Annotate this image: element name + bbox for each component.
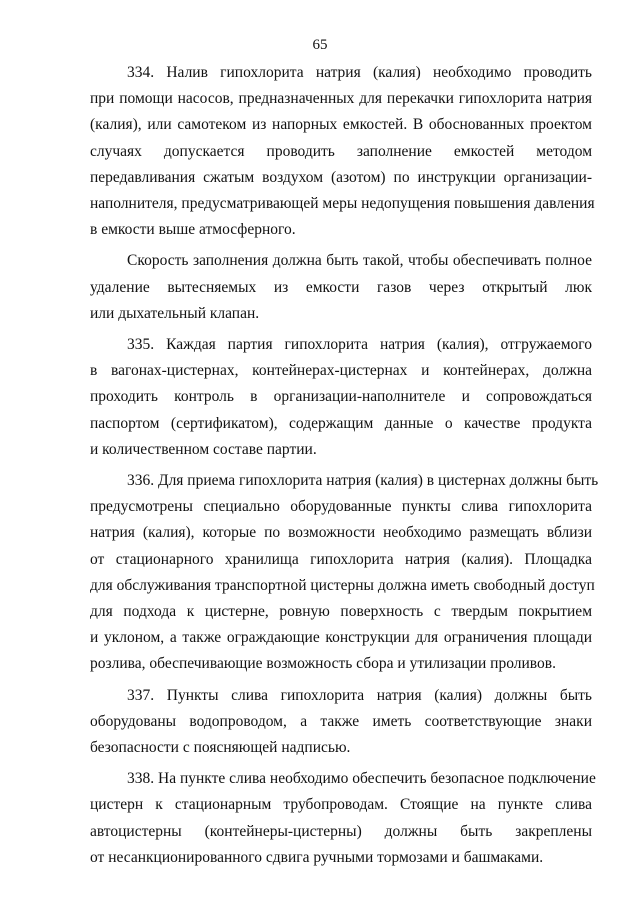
paragraph-337: [90, 683, 592, 762]
text-line: (калия), или самотеком из напорных емкостей. В обоснованных проектом: [90, 116, 592, 134]
text-line: 337. Пункты слива гипохлорита натрия (калия) должны быть: [127, 686, 592, 704]
text-line: Скорость заполнения должна быть такой, чтобы обеспечивать полное: [127, 252, 592, 270]
text-line: удаление вытесняемых из емкости газов через открытый люк: [90, 278, 592, 296]
text-line: розлива, обеспечивающие возможность сбора и утилизации проливов.: [90, 655, 556, 673]
text-line: натрия (калия), которые по возможности необходимо размещать вблизи: [90, 524, 592, 542]
text-line: для обслуживания транспортной цистерны должна иметь свободный доступ: [90, 576, 595, 594]
text-line: паспортом (сертификатом), содержащим данные о качестве продукта: [90, 414, 592, 432]
text-line: проходить контроль в организации-наполнителе и сопровождаться: [90, 388, 592, 406]
text-line: оборудованы водопроводом, а также иметь соответствующие знаки: [90, 712, 592, 730]
text-line: 334. Налив гипохлорита натрия (калия) необходимо проводить: [127, 64, 592, 81]
page-number: 65: [312, 37, 328, 53]
text-line: от стационарного хранилища гипохлорита натрия (калия). Площадка: [90, 550, 592, 568]
paragraph-338: [90, 766, 596, 871]
paragraph-334: [90, 60, 595, 243]
text-line: 335. Каждая партия гипохлорита натрия (калия), отгружаемого: [127, 336, 592, 354]
paragraph-336: [90, 468, 599, 678]
text-line: передавливания сжатым воздухом (азотом) по инструкции организации-: [90, 168, 592, 186]
paragraph-335: [90, 332, 592, 463]
text-line: при помощи насосов, предназначенных для перекачки гипохлорита натрия: [90, 90, 592, 108]
text-line: цистерн к стационарным трубопроводам. Стоящие на пункте слива: [90, 796, 592, 814]
text-line: в емкости выше атмосферного.: [90, 221, 296, 239]
text-line: и количественном составе партии.: [90, 440, 317, 458]
text-line: и уклоном, а также ограждающие конструкции для ограничения площади: [90, 629, 592, 647]
text-line: от несанкционированного сдвига ручными тормозами и башмаками.: [90, 848, 544, 866]
text-line: наполнителя, предусматривающей меры недопущения повышения давления: [90, 195, 595, 213]
text-line: случаях допускается проводить заполнение емкостей методом: [90, 142, 592, 160]
document-body: [90, 60, 599, 871]
text-line: предусмотрены специально оборудованные пункты слива гипохлорита: [90, 498, 592, 516]
text-line: безопасности с поясняющей надписью.: [90, 739, 351, 757]
text-line: 338. На пункте слива необходимо обеспечить безопасное подключение: [127, 770, 596, 788]
text-line: 336. Для приема гипохлорита натрия (калия) в цистернах должны быть: [127, 472, 599, 490]
paragraph-fill-speed: [90, 248, 592, 327]
text-line: или дыхательный клапан.: [90, 304, 260, 322]
text-line: в вагонах-цистернах, контейнерах-цистернах и контейнерах, должна: [90, 362, 592, 380]
text-line: для подхода к цистерне, ровную поверхность с твердым покрытием: [90, 603, 592, 621]
text-line: автоцистерны (контейнеры-цистерны) должны быть закреплены: [90, 822, 592, 840]
